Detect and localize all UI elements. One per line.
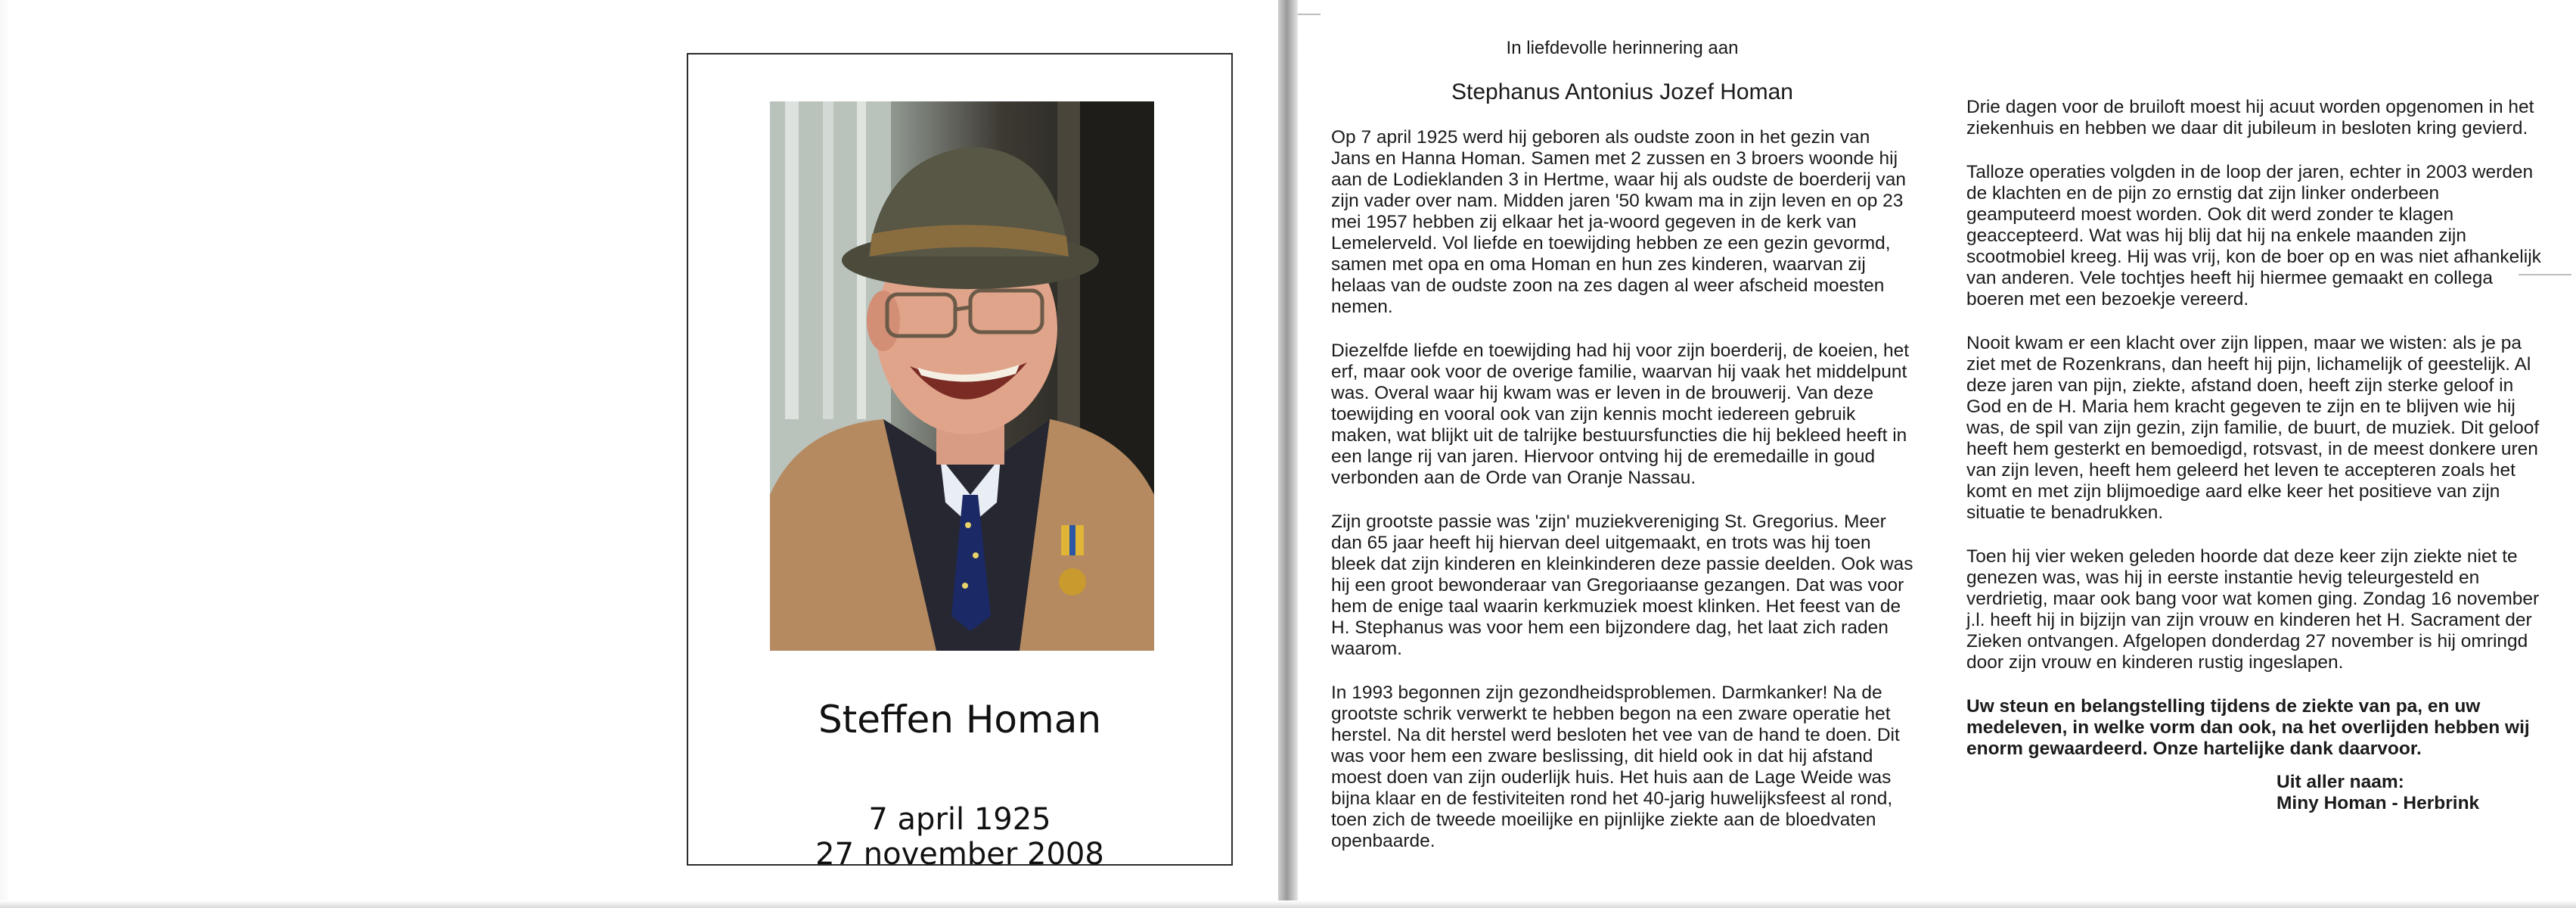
memorial-card (687, 53, 1233, 872)
paragraph-birth-family: Op 7 april 1925 werd hij geboren als oudste zoon in het gezin van Jans en Hanna Homan. Samen met 2 zussen en 3 broers woonde hij aan de Lodieklanden 3 in Hertme, waar hij als oudste de boerderij van zijn vader over nam. Midden jaren '50 kwam ma in zijn leven en op 23 mei 1957 hebben zij elkaar het ja-woord gegeven in de kerk van Lemelerveld. Vol liefde en toewijding hebben ze een gezin gevormd, samen met opa en oma Homan en hun zes kinderen, waarvan zij helaas van de oudste zoon na zes dagen al weer afscheid moesten nemen. (1331, 127, 1906, 317)
paper-crease-mark (2519, 274, 2571, 275)
portrait-photo (770, 101, 1154, 651)
paragraph-faith: Nooit kwam er een klacht over zijn lippen, maar we wisten: als je pa ziet met de Rozenkrans, dan heeft hij pijn, lichamelijk of geestelijk. Al deze jaren van pijn, ziekte, afstand doen, heeft zijn sterke geloof in God en de H. Maria hem kracht gegeven te zijn en te blijven wie hij was, de spil van zijn gezin, zijn familie, de buurt, de muziek. Dit geloof heeft hem gesterkt en bemoedigd, rotsvast, in de meest donkere uren van zijn leven, heeft hem geleerd het leven te accepteren zoals het komt en met zijn blijmoedige aard elke keer het positieve van zijn situatie te benadrukken. (1966, 333, 2540, 523)
memorial-text-left-column (1331, 38, 1913, 875)
signature-block (2277, 772, 2549, 814)
signature-label: Uit aller naam: (2277, 772, 2404, 792)
paragraph-health-problems: In 1993 begonnen zijn gezondheidsproblemen. Darmkanker! Na de grootste schrik verwerkt te hebben begon na een zware operatie het herstel. Na dit herstel werd besloten het vee van de hand te doen. Dit was voor hem een zware beslissing, dit hield ook in dat hij afstand moest doen van zijn ouderlijk huis. Het huis aan de Lage Weide was bijna klaar en de festiviteiten rond het 40-jarig huwelijksfeest al rond, toen zich de tweede moeilijke en pijnlijke ziekte aan de bloedvaten openbaarde. (1331, 683, 1900, 851)
scan-bottom-edge (0, 900, 2576, 908)
paragraph-farm-dedication: Diezelfde liefde en toewijding had hij voor zijn boerderij, de koeien, het erf, maar ook voor de overige familie, waarvan hij vaak het middelpunt was. Overal waar hij kwam was er leven in de brouwerij. Van deze toewijding en vooral ook van zijn kennis mocht iedereen gebruik maken, wat blijkt uit de talrijke bestuursfuncties die hij bekleed heeft in een lange rij van jaren. Hiervoor ontving hij de eremedaille in goud verbonden aan de Orde van Oranje Nassau. (1331, 340, 1910, 488)
memorial-text-right-column (1966, 97, 2549, 814)
intro-label: In liefdevolle herinnering aan (1506, 38, 1739, 58)
portrait-illustration (770, 101, 1154, 651)
paragraph-operations: Talloze operaties volgden in de loop der jaren, echter in 2003 werden de klachten en de pijn zo ernstig dat zijn linker onderbeen geamputeerd moest worden. Ook dit werd zonder te klagen geaccepteerd. Wat was hij blij dat hij na enkele maanden zijn scootmobiel kreeg. Hij was vrij, kon de boer op en was niet afhankelijk van anderen. Vele tochtjes heeft hij hiermee gemaakt en collega boeren met een bezoekje vereerd. (1966, 162, 2541, 309)
birth-date: 7 april 1925 (868, 802, 1051, 837)
life-dates (688, 802, 1231, 872)
left-page (0, 0, 1278, 908)
deceased-name: Steffen Homan (818, 698, 1102, 742)
death-date: 27 november 2008 (815, 837, 1104, 872)
paragraph-music-passion: Zijn grootste passie was 'zijn' muziekvereniging St. Gregorius. Meer dan 65 jaar heeft hij hiervan deel uitgemaakt, en trots was hij toen bleek dat zijn kinderen en kleinkinderen deze passie deelden. Ook was hij een groot bewonderaar van Gregoriaanse gezangen. Dat was voor hem de enige taal waarin kerkmuziek moest klinken. Het feest van de H. Stephanus was voor hem een bijzondere dag, het laat zich raden waarom. (1331, 512, 1913, 659)
closing-thanks: Uw steun en belangstelling tijdens de ziekte van pa, en uw medeleven, in welke vorm dan ook, na het overlijden hebben wij enorm gewaardeerd. Onze hartelijke dank daarvoor. (1966, 696, 2530, 759)
full-name-heading: Stephanus Antonius Jozef Homan (1451, 79, 1793, 104)
paper-corner-mark (1298, 14, 1321, 15)
paragraph-final-weeks: Toen hij vier weken geleden hoorde dat deze keer zijn ziekte niet te genezen was, was hij in eerste instantie hevig teleurgesteld en verdrietig, maar ook bang voor wat komen ging. Zondag 16 november j.l. heeft hij in bijzijn van zijn vrouw en kinderen het H. Sacrament der Zieken ontvangen. Afgelopen donderdag 27 november is hij omringd door zijn vrouw en kinderen rustig ingeslapen. (1966, 546, 2540, 673)
paragraph-jubilee: Drie dagen voor de bruiloft moest hij acuut worden opgenomen in het ziekenhuis en hebben we daar dit jubileum in besloten kring gevierd. (1966, 97, 2534, 138)
signature-name: Miny Homan - Herbrink (2277, 793, 2480, 813)
page-fold (1278, 0, 1298, 908)
